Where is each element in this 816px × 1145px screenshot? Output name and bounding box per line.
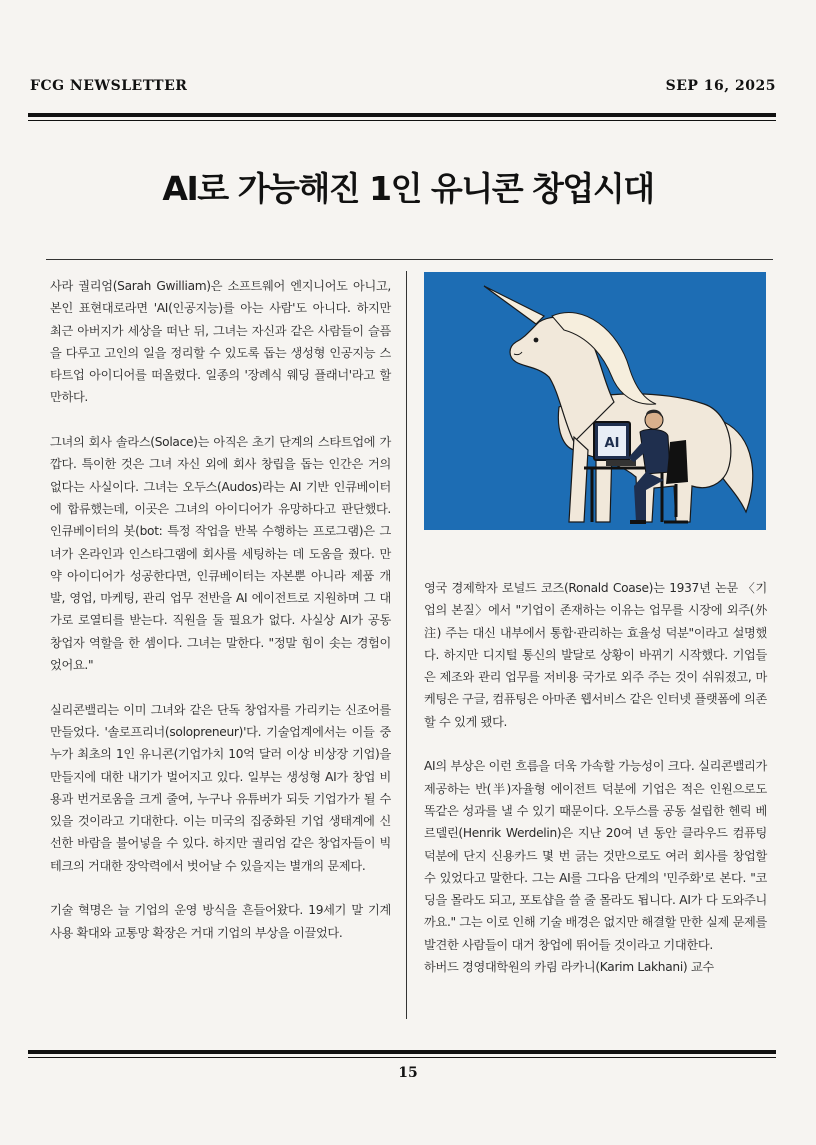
footer-rule-thick	[28, 1050, 776, 1054]
laptop-screen-text: AI	[604, 436, 620, 451]
footer-rule-thin	[28, 1057, 776, 1058]
masthead	[30, 78, 776, 98]
page-number: 15	[398, 1065, 418, 1081]
unicorn-illustration	[424, 272, 766, 530]
paragraph: 영국 경제학자 로널드 코즈(Ronald Coase)는 1937년 논문 〈기업의 본질〉에서 "기업이 존재하는 이유는 업무를 시장에 외주(外注) 주는 대신 내부에서 통합·관리하는 효율성 덕분"이라고 설명했다. 하지만 디지털 통신의 발달로 상황이 바뀌기 시작했다. 기업들은 제조와 관리 업무를 저비용 국가로 외주 주는 것이 쉬워졌고, 마케팅은 구글, 컴퓨팅은 아마존 웹서비스 같은 인터넷 플랫폼에 의존할 수 있게 됐다.	[424, 581, 767, 729]
header-rule-thin	[28, 120, 776, 121]
laptop-icon	[594, 422, 636, 466]
right-column	[424, 577, 767, 978]
paragraph: 기술 혁명은 늘 기업의 운영 방식을 흔들어왔다. 19세기 말 기계 사용 확대와 교통망 확장은 거대 기업의 부상을 이끌었다.	[50, 903, 391, 940]
paragraph: 하버드 경영대학원의 카림 라카니(Karim Lakhani) 교수	[424, 960, 714, 975]
header-rule-thick	[28, 113, 776, 117]
column-divider	[406, 271, 407, 1019]
article-title: AI로 가능해진 1인 유니콘 창업시대	[162, 169, 654, 208]
paragraph: 그녀의 회사 솔라스(Solace)는 아직은 초기 단계의 스타트업에 가깝다. 특이한 것은 그녀 자신 외에 회사 창립을 돕는 인간은 거의 없다는 사실이다. 그녀는 오두스(Audos)라는 AI 기반 인큐베이터에 합류했는데, 이곳은 그녀의 아이디어가 유망하다고 판단했다. 인큐베이터의 봇(bot: 특정 작업을 반복 수행하는 프로그램)은 그녀가 온라인과 인스타그램에 회사를 세팅하는 데 도움을 줬다. 만약 아이디어가 성공한다면, 인큐베이터는 자본뿐 아니라 제품 개발, 영업, 마케팅, 관리 업무 전반을 AI 에이전트로 지원하며 그 대가로 로열티를 받는다. 직원을 둘 필요가 없다. 사실상 AI가 공동 창업자 역할을 한 셈이다. 그녀는 말한다. "정말 힘이 솟는 경험이었어요."	[50, 435, 391, 673]
paragraph: AI의 부상은 이런 흐름을 더욱 가속할 가능성이 크다. 실리콘밸리가 제공하는 반(半)자율형 에이전트 덕분에 기업은 적은 인원으로도 똑같은 성과를 낼 수 있기 때문이다. 오두스를 공동 설립한 헨릭 베르델린(Henrik Werdelin)은 지난 20여 년 동안 클라우드 컴퓨팅 덕분에 단지 신용카드 몇 번 긁는 것만으로도 여러 회사를 창업할 수 있었다고 말한다. 그는 AI를 그다음 단계의 '민주화'로 본다. "코딩을 몰라도 되고, 포토샵을 쓸 줄 몰라도 됩니다. AI가 다 도와주니까요." 그는 이로 인해 기술 배경은 없지만 해결할 만한 실제 문제를 발견한 사람들이 대거 창업에 뛰어들 것이라고 기대한다.	[424, 759, 767, 952]
publication-name: FCG NEWSLETTER	[30, 78, 188, 94]
paragraph: 사라 궐리엄(Sarah Gwilliam)은 소프트웨어 엔지니어도 아니고, 본인 표현대로라면 'AI(인공지능)를 아는 사람'도 아니다. 하지만 최근 아버지가 세상을 떠난 뒤, 그녀는 자신과 같은 사람들이 슬픔을 다루고 고인의 일을 정리할 수 있도록 돕는 생성형 인공지능 스타트업 아이디어를 떠올렸다. 일종의 '장례식 웨딩 플래너'라고 할 만하다.	[50, 279, 391, 405]
left-column	[50, 275, 391, 944]
paragraph: 실리콘밸리는 이미 그녀와 같은 단독 창업자를 가리키는 신조어를 만들었다. '솔로프리너(solopreneur)'다. 기술업계에서는 이들 중 누가 최초의 1인 유니콘(기업가치 10억 달러 이상 비상장 기업)을 만들지에 대한 내기가 벌어지고 있다. 일부는 생성형 AI가 창업 비용과 번거로움을 크게 줄여, 누구나 유튜버가 되듯 기업가가 될 수 있을 것이라고 기대한다. 이는 미국의 집중화된 기업 생태계에 신선한 바람을 불어넣을 수 있다. 하지만 궐리엄 같은 창업자들이 빅테크의 거대한 장악력에서 벗어날 수 있을지는 별개의 문제다.	[50, 702, 391, 873]
title-divider	[46, 259, 773, 260]
issue-date: SEP 16, 2025	[665, 78, 776, 94]
